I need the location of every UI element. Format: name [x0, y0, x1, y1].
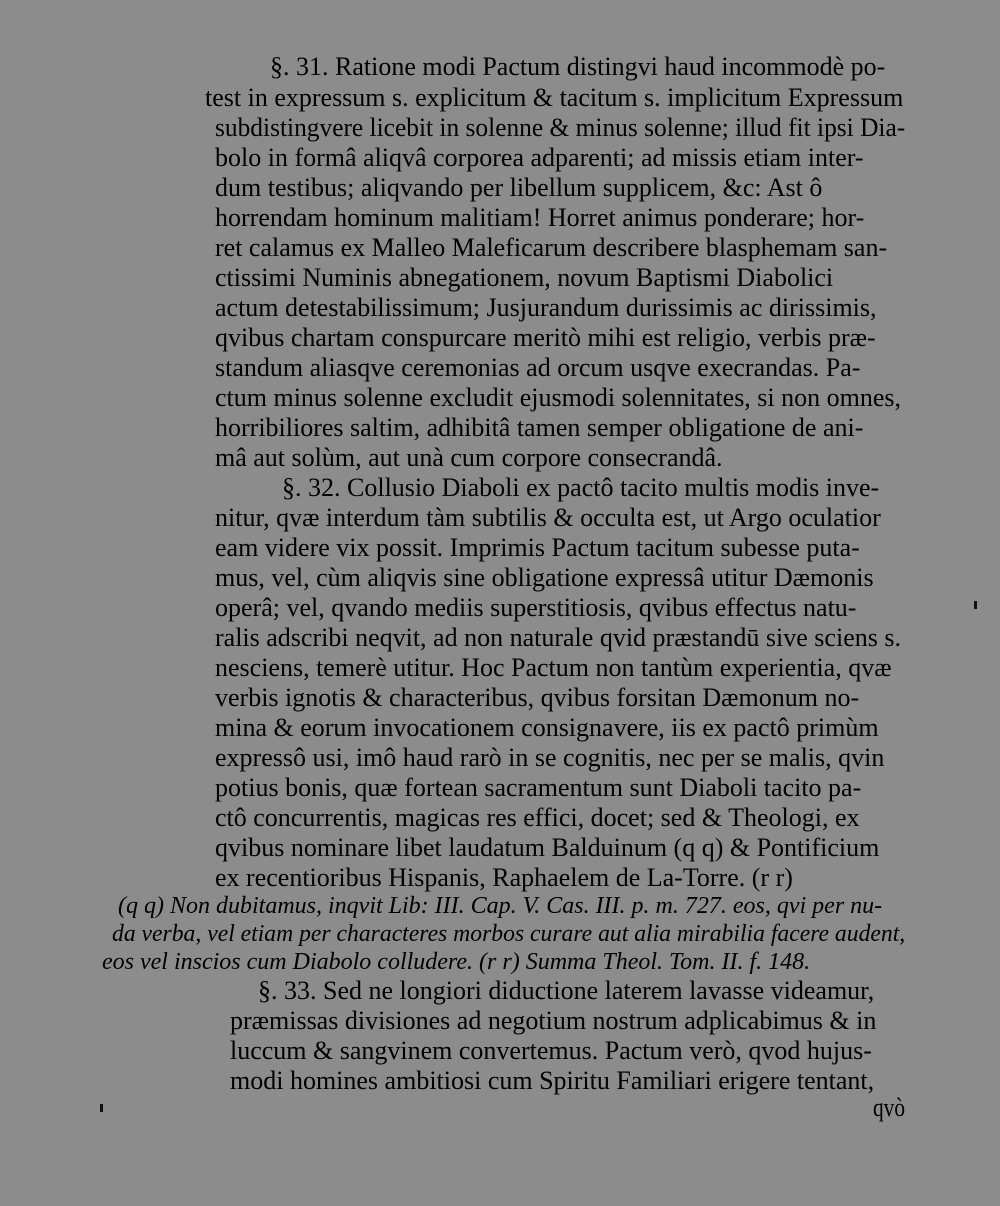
text-line: luccum & sangvinem convertemus. Pactum verò, qvod hujus- [230, 1036, 872, 1065]
text-line: ctum minus solenne excludit ejusmodi solennitates, si non omnes, [215, 383, 902, 412]
text-line: ctô concurrentis, magicas res effici, docet; sed & Theologi, ex [215, 803, 860, 832]
text-line: horrendam hominum malitiam! Horret animus ponderare; hor- [215, 203, 865, 232]
text-line: mina & eorum invocationem consignavere, iis ex pactô primùm [215, 713, 879, 742]
text-line: test in expressum s. explicitum & tacitum s. implicitum Expressum [205, 83, 904, 112]
text-line: dum testibus; aliqvando per libellum supplicem, &c: Ast ô [215, 173, 823, 202]
text-line: expressô usi, imô haud rarò in se cognitis, nec per se malis, qvin [215, 743, 885, 772]
text-line: mus, vel, cùm aliqvis sine obligatione expressâ utitur Dæmonis [215, 563, 874, 592]
text-line: subdistingvere licebit in solenne & minus solenne; illud fit ipsi Dia- [215, 113, 906, 142]
text-line: horribiliores saltim, adhibitâ tamen semper obligatione de ani- [215, 413, 864, 442]
text-line: eam videre vix possit. Imprimis Pactum tacitum subesse puta- [215, 533, 860, 562]
text-line: actum detestabilissimum; Jusjurandum durissimis ac dirissimis, [215, 293, 877, 322]
text-line: ctissimi Numinis abnegationem, novum Baptismi Diabolici [215, 263, 834, 292]
text-line: §. 31. Ratione modi Pactum distingvi haud incommodè po- [270, 52, 886, 81]
text-line: §. 32. Collusio Diaboli ex pactô tacito multis modis inve- [282, 473, 880, 502]
text-line: ret calamus ex Malleo Maleficarum describere blasphemam san- [215, 233, 888, 262]
text-line: §. 33. Sed ne longiori diductione laterem lavasse videamur, [258, 976, 875, 1005]
text-line: modi homines ambitiosi cum Spiritu Familiari erigere tentant, [230, 1066, 875, 1095]
text-line: bolo in formâ aliqvâ corporea adparenti; ad missis etiam inter- [215, 143, 864, 172]
text-line: ex recentioribus Hispanis, Raphaelem de La-Torre. (r r) [215, 863, 793, 892]
margin-mark [100, 1104, 103, 1112]
text-line: nesciens, temerè utitur. Hoc Pactum non tantùm experientia, qvæ [215, 653, 892, 682]
text-line: standum aliasqve ceremonias ad orcum usqve execrandas. Pa- [215, 353, 861, 382]
text-line: operâ; vel, qvando mediis superstitiosis, qvibus effectus natu- [215, 593, 857, 622]
footnote-line: (q q) Non dubitamus, inqvit Lib: III. Cap. V. Cas. III. p. m. 727. eos, qvi per nu- [118, 893, 883, 919]
margin-mark [974, 601, 977, 609]
text-line: verbis ignotis & characteribus, qvibus forsitan Dæmonum no- [215, 683, 860, 712]
text-line: potius bonis, quæ fortean sacramentum sunt Diaboli tacito pa- [215, 773, 862, 802]
text-line: præmissas divisiones ad negotium nostrum adplicabimus & in [230, 1006, 877, 1035]
text-line: qvò [873, 1093, 905, 1122]
text-line: mâ aut solùm, aut unà cum corpore consecrandâ. [215, 443, 723, 472]
text-line: qvibus chartam conspurcare meritò mihi est religio, verbis præ- [215, 323, 876, 352]
text-line: nitur, qvæ interdum tàm subtilis & occulta est, ut Argo oculatior [215, 503, 881, 532]
footnote-line: eos vel inscios cum Diabolo colludere. (r r) Summa Theol. Tom. II. f. 148. [102, 949, 811, 975]
text-line: ralis adscribi neqvit, ad non naturale qvid præstandū sive sciens s. [215, 623, 901, 652]
footnote-line: da verba, vel etiam per characteres morbos curare aut alia mirabilia facere audent, [112, 921, 906, 947]
text-line: qvibus nominare libet laudatum Balduinum (q q) & Pontificium [215, 833, 880, 862]
